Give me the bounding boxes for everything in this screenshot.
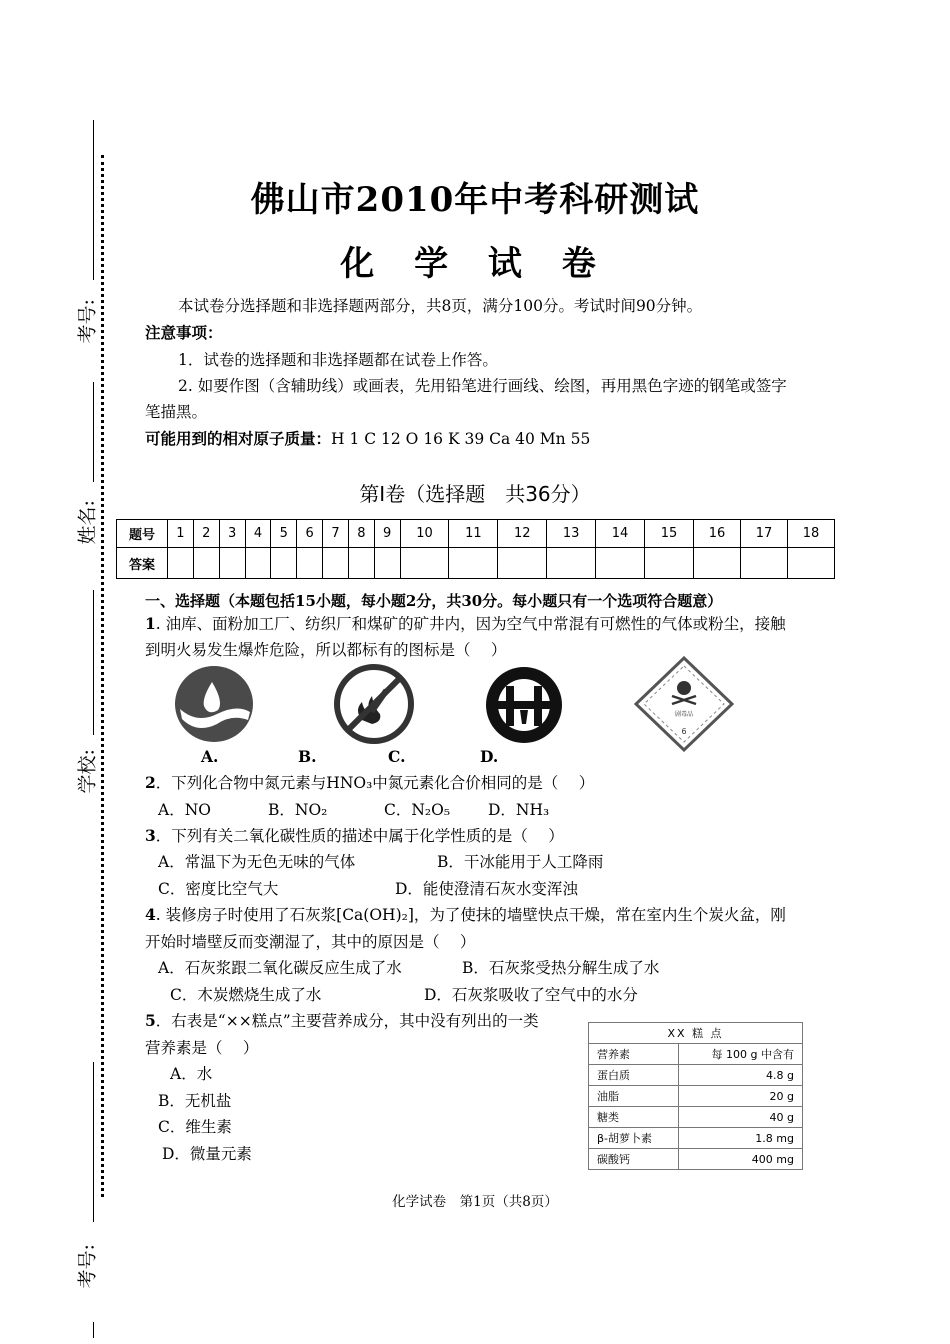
answer-cell[interactable] — [644, 548, 693, 579]
table-cell: 9 — [374, 520, 400, 548]
table-cell: 17 — [741, 520, 788, 548]
question-5-option-c: C．维生素 — [158, 1118, 232, 1136]
answer-cell[interactable] — [449, 548, 498, 579]
margin-line-5 — [93, 1322, 94, 1338]
nutrition-table-title: XX 糕 点 — [589, 1023, 803, 1044]
answer-cell[interactable] — [694, 548, 741, 579]
question-3-option-c: C．密度比空气大 — [158, 880, 279, 898]
notice-heading: 注意事项： — [145, 323, 223, 342]
question-3-text: ．下列有关二氧化碳性质的描述中属于化学性质的是（ ） — [155, 827, 564, 845]
question-1-text-a: . 油库、面粉加工厂、纺织厂和煤矿的矿井内，因为空气中常混有可燃性的气体或粉尘，接触 — [155, 615, 786, 633]
question-2-option-c: C．N₂O₅ — [384, 801, 451, 819]
note-2b: 笔描黑。 — [145, 403, 208, 421]
exam-number-label-top: 考号: — [76, 299, 99, 344]
section-1-title: 第Ⅰ卷（选择题 共36分） — [359, 482, 591, 506]
question-5-text-a: ．右表是“××糕点”主要营养成分，其中没有列出的一类 — [155, 1012, 539, 1030]
atomic-mass-label: 可能用到的相对原子质量： — [145, 429, 332, 448]
question-5-line-a — [145, 1011, 539, 1031]
question-4-line-a — [145, 905, 786, 925]
table-cell: 7 — [323, 520, 349, 548]
nutrient-value: 4.8 g — [678, 1065, 802, 1086]
row-label-number: 题号 — [117, 520, 168, 548]
nutrient-name: 蛋白质 — [589, 1065, 679, 1086]
question-4-number: 4 — [145, 905, 156, 924]
question-5-option-a: A．水 — [170, 1065, 213, 1083]
answer-cell[interactable] — [400, 548, 449, 579]
question-2-line — [145, 773, 594, 793]
table-cell: 8 — [348, 520, 374, 548]
answer-cell[interactable] — [297, 548, 323, 579]
nutrition-header-amount: 每 100 g 中含有 — [678, 1044, 802, 1065]
no-fire-icon — [332, 662, 416, 746]
table-cell: 1 — [168, 520, 194, 548]
answer-cell[interactable] — [193, 548, 219, 579]
question-1-text-b: 到明火易发生爆炸危险，所以都标有的图标是（ ） — [145, 641, 507, 659]
answer-cell[interactable] — [788, 548, 835, 579]
question-4-option-b: B．石灰浆受热分解生成了水 — [462, 959, 660, 977]
question-2-option-a: A．NO — [158, 801, 211, 819]
question-4-option-a: A．石灰浆跟二氧化碳反应生成了水 — [158, 959, 402, 977]
question-number-row — [117, 520, 835, 548]
answer-cell[interactable] — [374, 548, 400, 579]
question-1-option-c: C. — [388, 747, 406, 766]
question-4-option-d: D．石灰浆吸收了空气中的水分 — [424, 986, 638, 1004]
answer-cell[interactable] — [245, 548, 271, 579]
table-row — [589, 1128, 803, 1149]
nutrient-name: 油脂 — [589, 1086, 679, 1107]
nutrient-value: 20 g — [678, 1086, 802, 1107]
table-cell: 18 — [788, 520, 835, 548]
question-4-text-a: . 装修房子时使用了石灰浆[Ca(OH)₂]，为了使抹的墙壁快点干燥，常在室内生个炭火盆，刚 — [155, 906, 786, 924]
toxic-hazard-icon — [632, 656, 736, 752]
table-row — [589, 1107, 803, 1128]
table-cell: 6 — [297, 520, 323, 548]
answer-table — [116, 519, 835, 579]
question-5-option-b: B．无机盐 — [158, 1092, 232, 1110]
question-3-line — [145, 826, 564, 846]
answer-cell[interactable] — [547, 548, 596, 579]
note-1: 1．试卷的选择题和非选择题都在试卷上作答。 — [178, 351, 498, 369]
answer-cell[interactable] — [596, 548, 645, 579]
question-1-number: 1 — [145, 614, 156, 633]
question-1-option-b: B. — [298, 747, 317, 766]
question-1-option-d: D. — [480, 747, 499, 766]
question-1-option-a: A. — [201, 747, 219, 766]
school-label: 学校: — [76, 749, 99, 794]
answer-cell[interactable] — [168, 548, 194, 579]
table-row — [589, 1086, 803, 1107]
page-subtitle: 化 学 试 卷 — [340, 244, 610, 284]
nutrient-name: β-胡萝卜素 — [589, 1128, 679, 1149]
nutrient-value: 1.8 mg — [678, 1128, 802, 1149]
table-cell: 3 — [219, 520, 245, 548]
nutrient-value: 40 g — [678, 1107, 802, 1128]
answer-cell[interactable] — [498, 548, 547, 579]
question-2-option-d: D．NH₃ — [488, 801, 550, 819]
table-cell: 14 — [596, 520, 645, 548]
nutrition-table — [588, 1022, 803, 1170]
table-row — [589, 1065, 803, 1086]
question-2-text: ．下列化合物中氮元素与HNO₃中氮元素化合价相同的是（ ） — [155, 774, 595, 792]
question-2-number: 2 — [145, 773, 156, 792]
page-title: 佛山市2010年中考科研测试 — [250, 180, 700, 220]
question-4-text-b: 开始时墙壁反而变潮湿了，其中的原因是（ ） — [145, 933, 476, 951]
answer-cell[interactable] — [348, 548, 374, 579]
table-cell: 2 — [193, 520, 219, 548]
row-label-answer: 答案 — [117, 548, 168, 579]
question-4-option-c: C．木炭燃烧生成了水 — [170, 986, 322, 1004]
flammable-liquid-icon — [172, 664, 256, 744]
table-cell: 12 — [498, 520, 547, 548]
question-3-option-b: B．干冰能用于人工降雨 — [437, 853, 604, 871]
part-1-heading: 一、选择题（本题包括15小题，每小题2分，共30分。每小题只有一个选项符合题意） — [145, 592, 723, 610]
answer-cell[interactable] — [271, 548, 297, 579]
answer-cell[interactable] — [323, 548, 349, 579]
intro-line: 本试卷分选择题和非选择题两部分，共8页，满分100分。考试时间90分钟。 — [178, 297, 703, 315]
nutrient-value: 400 mg — [678, 1149, 802, 1170]
explosive-symbol-icon — [482, 664, 566, 746]
atomic-mass-line — [145, 429, 590, 449]
question-2-option-b: B．NO₂ — [268, 801, 328, 819]
exam-number-label-bottom: 考号: — [76, 1244, 99, 1289]
question-5-option-d: D．微量元素 — [162, 1145, 252, 1163]
table-cell: 15 — [644, 520, 693, 548]
page-footer: 化学试卷 第1页（共8页） — [392, 1194, 558, 1210]
margin-line-3 — [93, 590, 94, 735]
toxic-label: 剧毒品 — [674, 711, 694, 718]
question-3-number: 3 — [145, 826, 156, 845]
table-row — [589, 1149, 803, 1170]
atomic-mass-values: H 1 C 12 O 16 K 39 Ca 40 Mn 55 — [331, 430, 591, 448]
nutrient-name: 碳酸钙 — [589, 1149, 679, 1170]
question-3-option-d: D．能使澄清石灰水变浑浊 — [395, 880, 578, 898]
answer-cell[interactable] — [219, 548, 245, 579]
table-cell: 4 — [245, 520, 271, 548]
answer-row — [117, 548, 835, 579]
question-5-number: 5 — [145, 1011, 156, 1030]
toxic-class-number: 6 — [681, 727, 687, 736]
question-5-text-b: 营养素是（ ） — [145, 1039, 259, 1057]
margin-line-2 — [93, 382, 94, 482]
nutrient-name: 糖类 — [589, 1107, 679, 1128]
table-cell: 16 — [694, 520, 741, 548]
answer-cell[interactable] — [741, 548, 788, 579]
table-cell: 5 — [271, 520, 297, 548]
nutrition-header-nutrient: 营养素 — [589, 1044, 679, 1065]
table-cell: 13 — [547, 520, 596, 548]
table-cell: 11 — [449, 520, 498, 548]
table-cell: 10 — [400, 520, 449, 548]
question-1-line-a — [145, 614, 786, 634]
name-label: 姓名: — [76, 500, 99, 545]
note-2a: 2. 如要作图（含辅助线）或画表，先用铅笔进行画线、绘图，再用黑色字迹的钢笔或签字 — [178, 377, 787, 395]
seal-dotted-line — [101, 155, 104, 1197]
question-3-option-a: A．常温下为无色无味的气体 — [158, 853, 356, 871]
